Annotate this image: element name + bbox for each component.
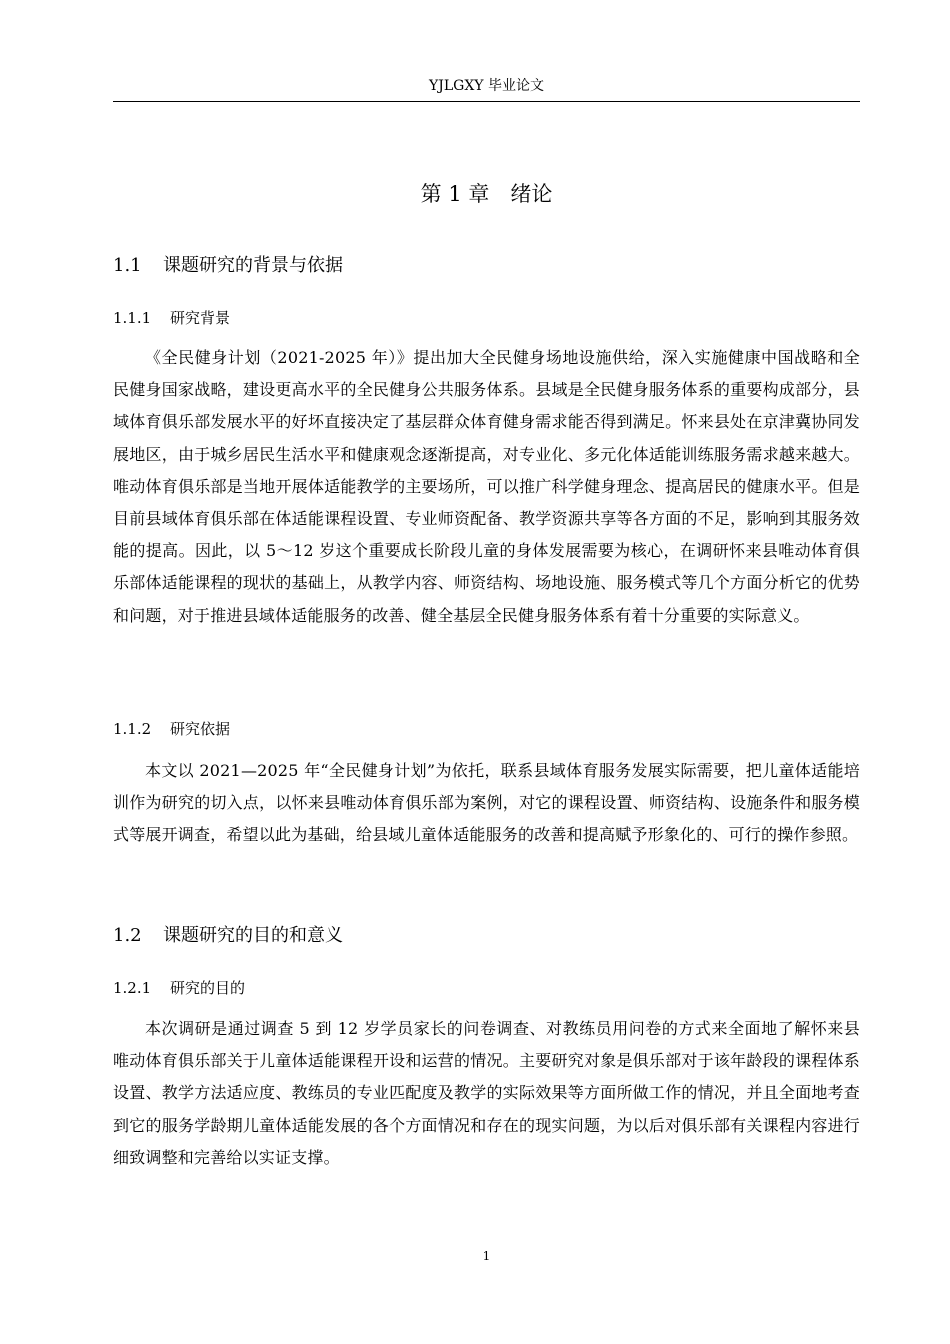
subsection-title: 研究依据	[170, 720, 231, 738]
paragraph-research-background: 《全民健身计划（2021-2025 年）》提出加大全民健身场地设施供给，深入实施健康中国战略和全民健身国家战略，建设更高水平的全民健身公共服务体系。县域是全民健身服务体系的重要构成部分，县域体育俱乐部发展水平的好坏直接决定了基层群众体育健身需求能否得到满足。怀来县处在京津冀协同发展地区，由于城乡居民生活水平和健康观念逐渐提高，对专业化、多元化体适能训练服务需求越来越大。唯动体育俱乐部是当地开展体适能教学的主要场所，可以推广科学健身理念、提高居民的健康水平。但是目前县域体育俱乐部在体适能课程设置、专业师资配备、教学资源共享等各方面的不足，影响到其服务效能的提高。因此，以 5～12 岁这个重要成长阶段儿童的身体发展需要为核心，在调研怀来县唯动体育俱乐部体适能课程的现状的基础上，从教学内容、师资结构、场地设施、服务模式等几个方面分析它的优势和问题，对于推进县域体适能服务的改善、健全基层全民健身服务体系有着十分重要的实际意义。	[113, 348, 860, 625]
chapter-title: 第 1 章 绪论	[420, 182, 553, 206]
section-title: 课题研究的目的和意义	[163, 925, 343, 946]
subsection-title: 研究背景	[170, 309, 231, 327]
subsection-number: 1.1.1	[113, 309, 152, 327]
subsection-title: 研究的目的	[170, 979, 246, 997]
section-heading-1-1	[113, 252, 343, 280]
paragraph-research-purpose: 本次调研是通过调查 5 到 12 岁学员家长的问卷调查、对教练员用问卷的方式来全面地了解怀来县唯动体育俱乐部关于儿童体适能课程开设和运营的情况。主要研究对象是俱乐部对于该年龄段的课程体系设置、教学方法适应度、教练员的专业匹配度及教学的实际效果等方面所做工作的情况，并且全面地考查到它的服务学龄期儿童体适能发展的各个方面情况和存在的现实问题，为以后对俱乐部有关课程内容进行细致调整和完善给以实证支撑。	[113, 1019, 860, 1167]
subsection-heading-1-1-2	[113, 717, 230, 741]
subsection-number: 1.1.2	[113, 720, 152, 738]
section-title: 课题研究的背景与依据	[163, 255, 343, 276]
subsection-number: 1.2.1	[113, 979, 152, 997]
section-heading-1-2	[113, 922, 343, 950]
section-number: 1.1	[113, 255, 142, 276]
subsection-heading-1-2-1	[113, 976, 245, 1000]
subsection-heading-1-1-1	[113, 306, 230, 330]
header-rule	[113, 101, 860, 102]
page-number: 1	[482, 1249, 491, 1263]
paragraph-research-basis: 本文以 2021—2025 年“全民健身计划”为依托，联系县域体育服务发展实际需要，把儿童体适能培训作为研究的切入点，以怀来县唯动体育俱乐部为案例，对它的课程设置、师资结构、设施条件和服务模式等展开调查，希望以此为基础，给县域儿童体适能服务的改善和提高赋予形象化的、可行的操作参照。	[113, 761, 860, 845]
section-number: 1.2	[113, 925, 142, 946]
running-head: YJLGXY 毕业论文	[429, 78, 544, 94]
